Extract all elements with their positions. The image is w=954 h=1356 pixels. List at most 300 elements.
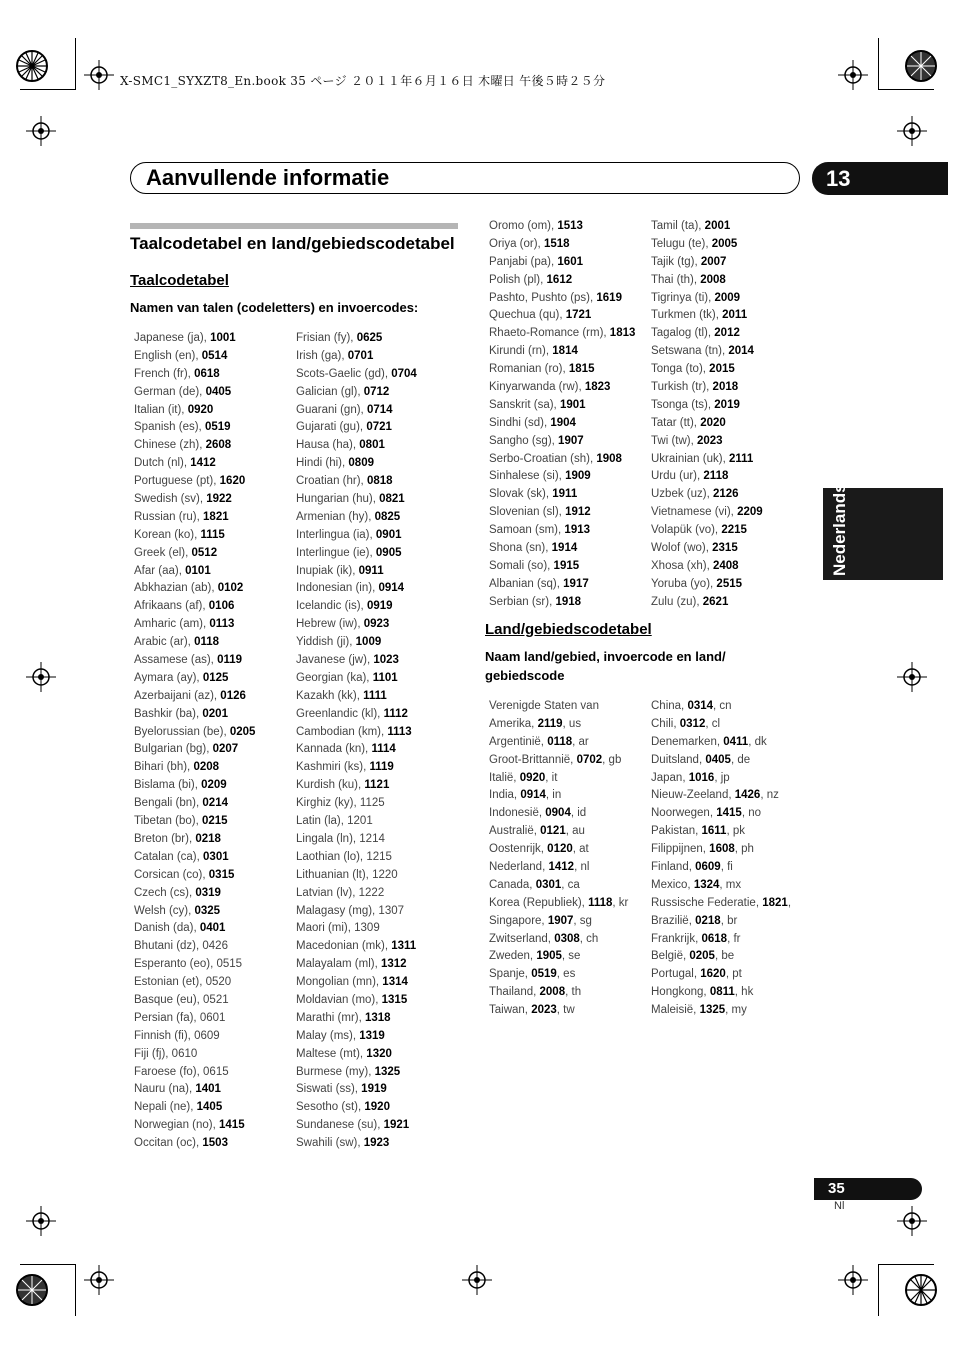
language-entry [134, 1064, 255, 1082]
language-name: Japanese (ja), [134, 332, 211, 344]
country-input-code: 0405 [705, 753, 731, 766]
language-name: Lingala (ln), 1214 [296, 832, 385, 845]
language-entry [134, 473, 255, 491]
country-entry [651, 841, 791, 859]
country-name: Frankrijk, [651, 932, 702, 945]
language-code: 1912 [565, 506, 591, 519]
language-entry [296, 402, 417, 420]
language-code: 1312 [380, 958, 407, 971]
language-entry [489, 218, 635, 236]
crop-mark [879, 89, 934, 90]
language-code: 1311 [391, 940, 417, 953]
section-rule [130, 223, 458, 229]
language-entry [651, 486, 763, 504]
country-entry [651, 966, 791, 984]
language-name: Basque (eu), 0521 [134, 993, 229, 1006]
country-name: Portugal, [651, 968, 701, 981]
language-code: 1919 [361, 1083, 387, 1096]
language-entry [651, 415, 763, 433]
language-entry [296, 437, 417, 455]
language-entry [134, 1028, 255, 1046]
country-name: Russische Federatie, [651, 896, 763, 909]
country-name: Verenigde Staten van [489, 700, 599, 712]
country-input-code: 0205 [689, 950, 715, 963]
language-entry [134, 724, 255, 742]
country-name: Korea (Republiek), [489, 896, 589, 909]
country-list-column-1 [489, 698, 628, 1020]
language-code: 0118 [194, 636, 220, 649]
country-entry [489, 984, 628, 1002]
chapter-number: 13 [812, 162, 948, 195]
country-input-code: 0914 [520, 789, 546, 802]
language-entry [651, 343, 763, 361]
country-entry [489, 805, 628, 823]
language-entry [296, 992, 417, 1010]
language-entry [134, 920, 255, 938]
language-name: Rhaeto-Romance (rm), [489, 327, 610, 340]
country-entry [489, 948, 628, 966]
country-entry [489, 716, 628, 734]
language-name: Serbian (sr), [489, 595, 556, 608]
language-name: Dutch (nl), [134, 457, 191, 470]
language-name: Aymara (ay), [134, 671, 203, 684]
language-entry [296, 759, 417, 777]
country-name: Finland, [651, 861, 696, 874]
language-code: 1320 [366, 1047, 392, 1060]
country-input-code: 1907 [547, 914, 574, 927]
country-entry [489, 913, 628, 931]
language-name: Kannada (kn), [296, 743, 372, 756]
language-name: Russian (ru), [134, 510, 204, 523]
language-name: Faroese (fo), 0615 [134, 1065, 229, 1078]
country-letter-code: , tw [556, 1004, 575, 1017]
country-name: Mexico, [651, 878, 694, 891]
language-code: 1401 [195, 1083, 221, 1096]
language-name: Samoan (sm), [489, 524, 565, 537]
language-code: 0214 [202, 797, 228, 810]
language-name: Hausa (ha), [296, 439, 360, 452]
country-entry [489, 931, 628, 949]
language-entry [651, 576, 763, 594]
language-code: 0905 [375, 546, 402, 559]
language-entry [134, 348, 255, 366]
language-side-tab [823, 483, 943, 580]
language-entry [134, 491, 255, 509]
language-entry [489, 254, 635, 272]
language-name: Moldavian (mo), [296, 993, 382, 1006]
language-name: Hungarian (hu), [296, 493, 380, 506]
language-code: 2009 [714, 291, 741, 304]
language-entry [296, 1028, 417, 1046]
language-code: 1821 [203, 510, 229, 523]
crop-mark [75, 1264, 76, 1316]
language-code: 2111 [728, 452, 754, 465]
language-code: 1319 [359, 1029, 385, 1042]
language-code: 0519 [204, 421, 231, 434]
language-name: Polish (pl), [489, 273, 547, 286]
language-name: Macedonian (mk), [296, 940, 392, 953]
language-code: 2315 [712, 542, 738, 555]
country-letter-code: , ca [561, 878, 580, 891]
language-entry [134, 1117, 255, 1135]
country-entry [489, 698, 628, 716]
language-code: 0920 [187, 403, 214, 416]
language-name: Portuguese (pt), [134, 475, 220, 488]
language-entry [296, 688, 417, 706]
language-entry [134, 706, 255, 724]
language-name: Tsonga (ts), [651, 398, 715, 411]
country-name: Zweden, [489, 950, 537, 963]
crop-mark [75, 38, 76, 90]
language-entry [134, 1010, 255, 1028]
language-code: 0325 [194, 904, 221, 917]
language-name: Marathi (mr), [296, 1011, 365, 1024]
language-name: Interlingue (ie), [296, 546, 376, 559]
language-entry [134, 384, 255, 402]
language-entry [489, 236, 635, 254]
country-letter-code: , fi [720, 861, 733, 874]
country-input-code: 2023 [531, 1004, 557, 1017]
country-entry [651, 787, 791, 805]
language-name: Kirundi (rn), [489, 345, 553, 358]
language-name: Bashkir (ba), [134, 707, 203, 720]
language-entry [134, 670, 255, 688]
language-code: 0919 [366, 600, 393, 613]
language-entry [651, 451, 763, 469]
country-letter-code: , ch [579, 932, 599, 945]
country-letter-code: , ph [734, 843, 754, 856]
language-code: 2001 [704, 220, 731, 232]
language-entry [489, 504, 635, 522]
language-name: Maori (mi), 1309 [296, 922, 380, 935]
language-list-column-4 [651, 218, 763, 612]
country-input-code: 1325 [699, 1004, 726, 1017]
language-name: Sesotho (st), [296, 1101, 365, 1114]
language-entry [296, 777, 417, 795]
language-entry [296, 652, 417, 670]
language-name: Chinese (zh), [134, 439, 206, 452]
language-name: Volapük (vo), [651, 524, 722, 537]
language-entry [296, 849, 417, 867]
language-name: Tamil (ta), [651, 220, 705, 232]
language-code: 1913 [564, 524, 591, 537]
language-entry [651, 522, 763, 540]
language-code: 2126 [713, 488, 739, 501]
language-entry [134, 795, 255, 813]
country-desc-line: gebiedscode [485, 668, 565, 683]
language-code: 2012 [714, 327, 740, 340]
language-entry [296, 903, 417, 921]
language-entry [134, 580, 255, 598]
language-entry [651, 594, 763, 612]
language-entry [134, 437, 255, 455]
language-name: Kashmiri (ks), [296, 761, 370, 774]
country-entry [489, 966, 628, 984]
language-name: Afar (aa), [134, 564, 186, 577]
language-entry [134, 1099, 255, 1117]
language-name: Czech (cs), [134, 886, 196, 899]
language-code: 0625 [356, 332, 383, 344]
language-code: 0401 [199, 922, 226, 935]
language-entry [651, 504, 763, 522]
language-name: Norwegian (no), [134, 1119, 220, 1132]
language-entry [134, 688, 255, 706]
language-name: Romanian (ro), [489, 363, 569, 376]
language-name: German (de), [134, 385, 206, 398]
country-table-heading: Land/gebiedscodetabel [485, 621, 652, 638]
language-code: 1009 [355, 636, 382, 649]
language-name: Malagasy (mg), 1307 [296, 904, 405, 917]
registration-mark-icon [838, 1265, 868, 1295]
language-entry [134, 545, 255, 563]
language-code: 1901 [559, 398, 586, 411]
language-name: Swedish (sv), [134, 493, 207, 506]
language-code: 1921 [383, 1119, 410, 1132]
country-input-code: 1118 [588, 896, 613, 909]
country-input-code: 2119 [537, 717, 563, 730]
country-entry [489, 787, 628, 805]
language-name: Occitan (oc), [134, 1137, 203, 1150]
language-entry [296, 867, 417, 885]
language-entry [296, 348, 417, 366]
country-letter-code: , cl [705, 717, 721, 730]
language-entry [134, 903, 255, 921]
language-code: 1119 [369, 761, 394, 774]
language-name: Georgian (ka), [296, 671, 373, 684]
language-code: 1918 [555, 595, 582, 608]
language-code: 1920 [364, 1101, 390, 1114]
language-entry [296, 670, 417, 688]
country-input-code: 1426 [734, 789, 761, 802]
language-entry [651, 558, 763, 576]
language-code: 1503 [202, 1137, 228, 1150]
language-entry [296, 419, 417, 437]
language-entry [651, 433, 763, 451]
language-code: 1101 [372, 671, 398, 684]
country-input-code: 0314 [687, 700, 714, 712]
country-input-code: 1611 [701, 825, 727, 838]
language-name: Serbo-Croatian (sh), [489, 452, 597, 465]
language-code: 1115 [200, 528, 225, 541]
language-entry [134, 634, 255, 652]
language-code: 0125 [202, 671, 229, 684]
language-name: Spanish (es), [134, 421, 205, 434]
language-entry [489, 486, 635, 504]
language-code: 0208 [193, 761, 220, 774]
language-code: 1814 [552, 345, 578, 358]
country-name: Maleisië, [651, 1004, 700, 1017]
country-letter-code: , sg [573, 914, 592, 927]
language-name: Irish (ga), [296, 349, 348, 362]
country-entry [651, 913, 791, 931]
page-number: 35 [814, 1178, 922, 1200]
language-code: 1908 [596, 452, 622, 465]
language-code: 1001 [210, 332, 236, 344]
country-name: Amerika, [489, 717, 538, 730]
language-name: Thai (th), [651, 273, 701, 286]
language-code: 2118 [703, 470, 729, 483]
language-name: English (en), [134, 349, 202, 362]
language-name: Inupiak (ik), [296, 564, 359, 577]
country-input-code: 0920 [519, 771, 546, 784]
language-entry [134, 956, 255, 974]
language-code: 1911 [552, 488, 578, 501]
language-code: 0618 [194, 367, 220, 380]
language-name: Tatar (tt), [651, 416, 701, 429]
language-code: 1113 [387, 725, 412, 738]
language-entry [296, 1099, 417, 1117]
language-name: Icelandic (is), [296, 600, 367, 613]
language-code: 1325 [374, 1065, 401, 1078]
language-code: 1907 [558, 434, 584, 447]
language-entry [651, 397, 763, 415]
registration-mark-icon [26, 1206, 56, 1236]
language-entry [134, 777, 255, 795]
language-entry [134, 759, 255, 777]
country-entry [489, 770, 628, 788]
language-name: Kinyarwanda (rw), [489, 381, 585, 394]
language-table-description: Namen van talen (codeletters) en invoercodes: [130, 300, 419, 315]
language-entry [296, 724, 417, 742]
language-code: 0405 [205, 385, 232, 398]
language-entry [134, 974, 255, 992]
language-entry [134, 652, 255, 670]
country-input-code: 0118 [547, 735, 573, 748]
country-letter-code: , no [741, 807, 761, 820]
country-entry [489, 877, 628, 895]
registration-mark-icon [26, 116, 56, 146]
country-name: Hongkong, [651, 986, 710, 999]
country-letter-code: , ar [572, 735, 589, 748]
language-entry [296, 455, 417, 473]
language-name: Amharic (am), [134, 618, 210, 631]
language-code: 2215 [721, 524, 747, 537]
language-entry [134, 455, 255, 473]
country-input-code: 0702 [576, 753, 603, 766]
country-input-code: 0618 [701, 932, 728, 945]
language-name: Greenlandic (kl), [296, 707, 384, 720]
country-input-code: 0811 [709, 986, 735, 999]
country-input-code: 0120 [547, 843, 573, 856]
language-entry [134, 330, 255, 348]
language-entry [651, 379, 763, 397]
country-input-code: 2008 [539, 986, 566, 999]
language-name: Corsican (co), [134, 868, 209, 881]
language-name: Gujarati (gu), [296, 421, 367, 434]
country-input-code: 0308 [554, 932, 580, 945]
language-name: Panjabi (pa), [489, 255, 558, 268]
language-code: 0714 [366, 403, 393, 416]
language-code: 1513 [557, 220, 583, 232]
language-name: Greek (el), [134, 546, 192, 559]
language-name: Cambodian (km), [296, 725, 388, 738]
registration-mark-icon [26, 662, 56, 692]
country-name: Groot-Brittannië, [489, 753, 577, 766]
country-name: Nieuw-Zeeland, [651, 789, 735, 802]
language-code: 2023 [697, 434, 723, 447]
side-tab-label: Nederlands [830, 483, 849, 576]
country-entry [651, 984, 791, 1002]
country-desc-line: Naam land/gebied, invoercode en land/ [485, 649, 726, 664]
language-name: Malay (ms), [296, 1029, 360, 1042]
print-slug: X-SMC1_SYXZT8_En.book 35 ページ ２０１１年６月１６日 木曜日 午後５時２５分 [120, 74, 606, 88]
country-entry [651, 805, 791, 823]
language-name: Sindhi (sd), [489, 416, 551, 429]
language-name: Azerbaijani (az), [134, 689, 221, 702]
language-code: 0201 [202, 707, 228, 720]
language-entry [296, 706, 417, 724]
language-name: Tagalog (tl), [651, 327, 715, 340]
language-name: Yoruba (yo), [651, 577, 717, 590]
language-entry [651, 272, 763, 290]
language-entry [489, 451, 635, 469]
language-entry [134, 885, 255, 903]
language-code: 1412 [190, 457, 216, 470]
language-name: Yiddish (ji), [296, 636, 356, 649]
language-name: Lithuanian (lt), 1220 [296, 868, 398, 881]
language-entry [489, 540, 635, 558]
country-name: Oostenrijk, [489, 843, 548, 856]
language-name: Arabic (ar), [134, 636, 195, 649]
country-entry [651, 734, 791, 752]
language-entry [489, 307, 635, 325]
language-code: 1612 [546, 273, 573, 286]
language-entry [489, 361, 635, 379]
country-entry [489, 1002, 628, 1020]
language-entry [489, 343, 635, 361]
language-code: 0512 [191, 546, 218, 559]
language-name: Slovak (sk), [489, 488, 553, 501]
language-name: Bihari (bh), [134, 761, 194, 774]
language-entry [296, 885, 417, 903]
language-code: 1111 [363, 689, 387, 702]
language-name: Bulgarian (bg), [134, 743, 213, 756]
country-name: China, [651, 700, 688, 712]
language-code: 0721 [366, 421, 392, 434]
country-name: Thailand, [489, 986, 540, 999]
country-letter-code: , de [730, 753, 751, 766]
language-entry [296, 384, 417, 402]
country-input-code: 1905 [536, 950, 562, 963]
page-language: Nl [834, 1200, 845, 1212]
language-entry [134, 402, 255, 420]
language-code: 2621 [702, 595, 729, 608]
language-entry [296, 491, 417, 509]
language-name: Albanian (sq), [489, 577, 564, 590]
language-entry [134, 527, 255, 545]
country-letter-code: , [787, 896, 792, 909]
language-name: Burmese (my), [296, 1065, 375, 1078]
registration-mark-icon [897, 116, 927, 146]
color-target-icon [16, 1274, 48, 1306]
section-title: Taalcodetabel en land/gebiedscodetabel [130, 234, 455, 253]
language-entry [296, 563, 417, 581]
language-name: Shona (sn), [489, 542, 552, 555]
country-entry [651, 895, 791, 913]
language-name: Slovenian (sl), [489, 506, 566, 519]
country-name: Duitsland, [651, 753, 706, 766]
language-name: Vietnamese (vi), [651, 506, 738, 519]
language-entry [651, 361, 763, 379]
country-letter-code: , mx [719, 878, 742, 891]
country-letter-code: , pk [726, 825, 745, 838]
crop-mark [878, 38, 879, 90]
language-code: 1601 [557, 255, 583, 268]
language-name: Telugu (te), [651, 237, 712, 250]
language-entry [489, 576, 635, 594]
language-code: 2019 [714, 398, 740, 411]
language-name: Zulu (zu), [651, 595, 703, 608]
